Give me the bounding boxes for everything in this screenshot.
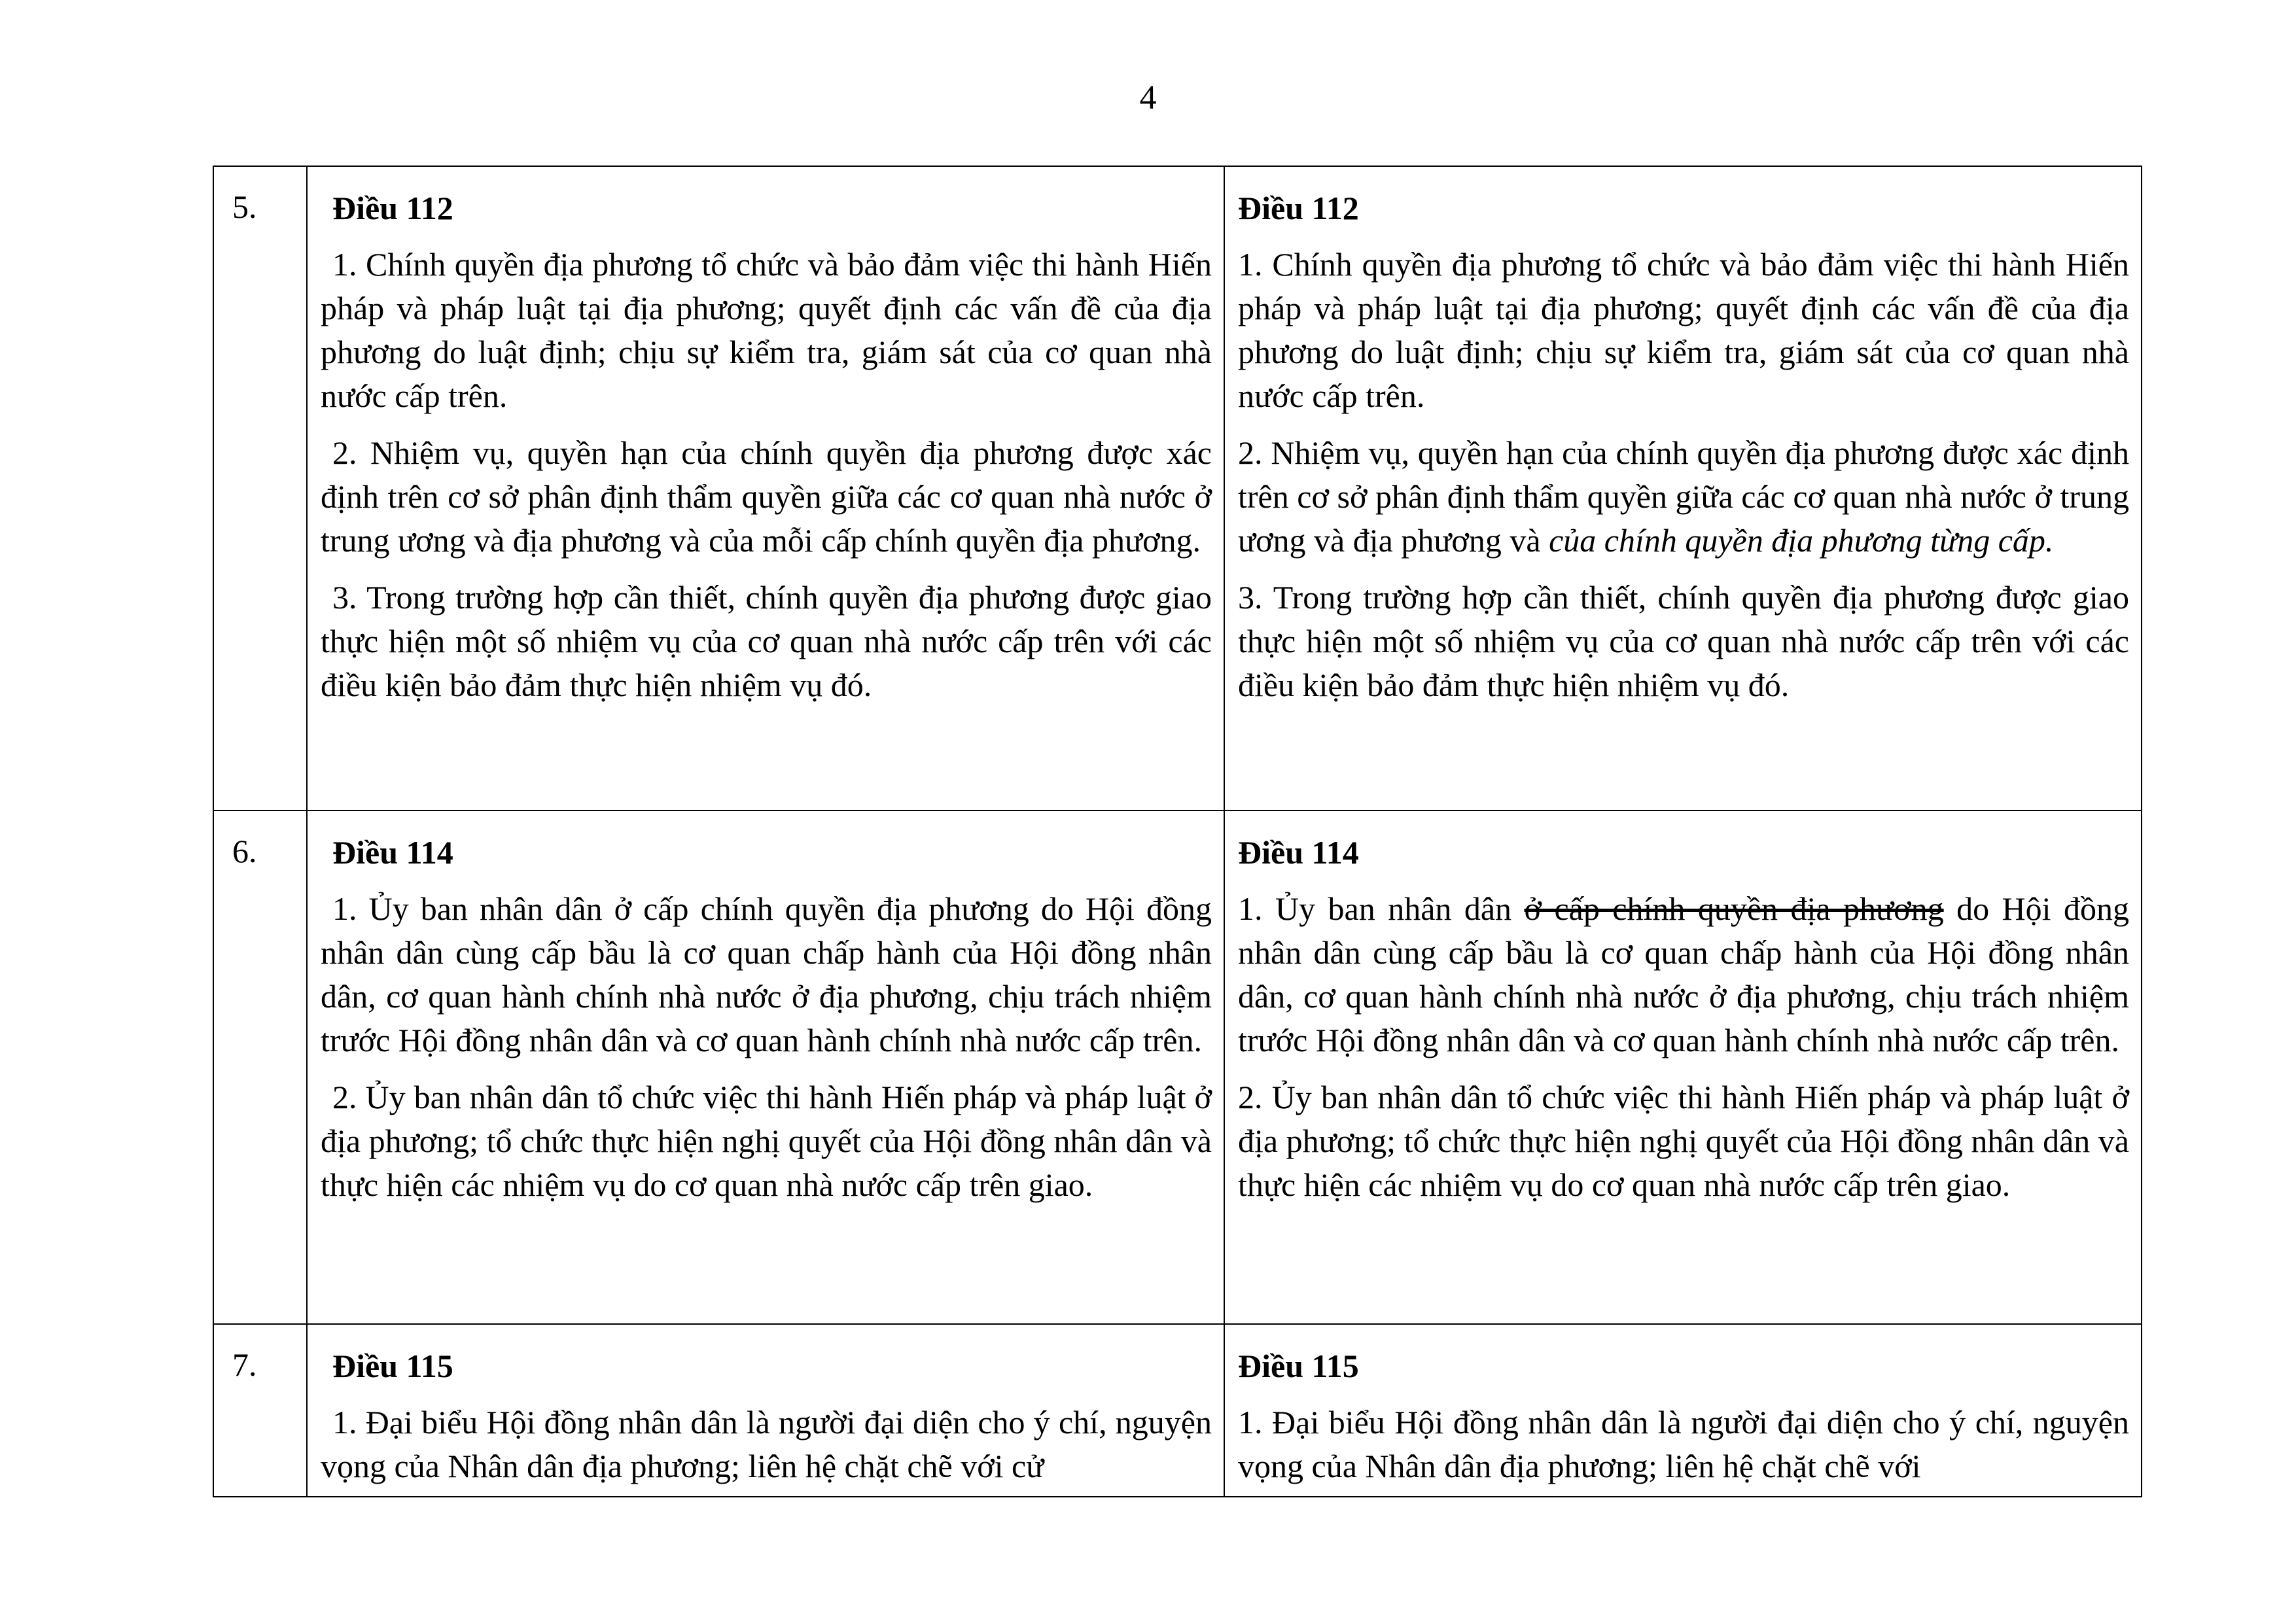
article-heading: Điều 115	[1238, 1348, 1359, 1384]
clause-paragraph: 3. Trong trường hợp cần thiết, chính quyền địa phương được giao thực hiện một số nhiệm vụ của cơ quan nhà nước cấp trên với các điều kiện bảo đảm thực hiện nhiệm vụ đó.	[1238, 579, 2129, 703]
current-text-cell	[307, 1324, 1224, 1497]
table-row	[213, 166, 2142, 811]
amended-text-cell	[1224, 166, 2142, 811]
amended-text-cell	[1224, 1324, 2142, 1497]
article-heading: Điều 112	[332, 190, 453, 226]
row-index-cell	[213, 166, 307, 811]
clause-paragraph: 1. Chính quyền địa phương tổ chức và bảo đảm việc thi hành Hiến pháp và pháp luật tại địa phương; quyết định các vấn đề của địa phương do luật định; chịu sự kiểm tra, giám sát của cơ quan nhà nước cấp trên.	[321, 246, 1212, 414]
clause-paragraph: 1. Đại biểu Hội đồng nhân dân là người đại diện cho ý chí, nguyện vọng của Nhân dân địa phương; liên hệ chặt chẽ với	[1238, 1404, 2129, 1484]
article-heading: Điều 112	[1238, 190, 1359, 226]
clause-text: 2. Nhiệm vụ, quyền hạn của chính quyền địa phương được xác định trên cơ sở phân định thẩm quyền giữa các cơ quan nhà nước ở trung ương và địa phương và	[1238, 434, 2129, 559]
table-row	[213, 1324, 2142, 1497]
clause-paragraph: 2. Nhiệm vụ, quyền hạn của chính quyền địa phương được xác định trên cơ sở phân định thẩm quyền giữa các cơ quan nhà nước ở trung ương và địa phương và của mỗi cấp chính quyền địa phương.	[321, 434, 1212, 559]
row-index: 7.	[232, 1346, 257, 1383]
comparison-table	[213, 166, 2142, 1497]
clause-paragraph: 2. Ủy ban nhân dân tổ chức việc thi hành Hiến pháp và pháp luật ở địa phương; tổ chức thực hiện nghị quyết của Hội đồng nhân dân và thực hiện các nhiệm vụ do cơ quan nhà nước cấp trên giao.	[321, 1079, 1212, 1203]
article-heading: Điều 114	[332, 834, 453, 871]
table-row	[213, 811, 2142, 1324]
article-heading: Điều 114	[1238, 834, 1359, 871]
page-number: 4	[1139, 79, 1157, 116]
row-index: 6.	[232, 833, 257, 869]
current-text-cell	[307, 811, 1224, 1324]
amended-italic-text: của chính quyền địa phương từng cấp.	[1549, 522, 2054, 559]
amended-text-cell	[1224, 811, 2142, 1324]
struck-through-text: ở cấp chính quyền địa phương	[1524, 890, 1944, 927]
row-index-cell	[213, 811, 307, 1324]
clause-paragraph	[1238, 431, 2129, 563]
article-heading: Điều 115	[332, 1348, 453, 1384]
clause-paragraph: 1. Chính quyền địa phương tổ chức và bảo đảm việc thi hành Hiến pháp và pháp luật tại địa phương; quyết định các vấn đề của địa phương do luật định; chịu sự kiểm tra, giám sát của cơ quan nhà nước cấp trên.	[1238, 246, 2129, 414]
clause-text: do Hội đồng nhân dân cùng cấp bầu là cơ quan chấp hành của Hội đồng nhân dân, cơ quan hành chính nhà nước ở địa phương, chịu trách nhiệm trước Hội đồng nhân dân và cơ quan hành chính nhà nước cấp trên.	[1238, 890, 2130, 1058]
row-index: 5.	[232, 188, 257, 225]
clause-paragraph: 1. Đại biểu Hội đồng nhân dân là người đại diện cho ý chí, nguyện vọng của Nhân dân địa phương; liên hệ chặt chẽ với cử	[321, 1404, 1212, 1484]
clause-paragraph: 2. Ủy ban nhân dân tổ chức việc thi hành Hiến pháp và pháp luật ở địa phương; tổ chức thực hiện nghị quyết của Hội đồng nhân dân và thực hiện các nhiệm vụ do cơ quan nhà nước cấp trên giao.	[1238, 1079, 2129, 1203]
row-index-cell	[213, 1324, 307, 1497]
clause-paragraph	[1238, 887, 2129, 1062]
clause-paragraph: 1. Ủy ban nhân dân ở cấp chính quyền địa phương do Hội đồng nhân dân cùng cấp bầu là cơ quan chấp hành của Hội đồng nhân dân, cơ quan hành chính nhà nước ở địa phương, chịu trách nhiệm trước Hội đồng nhân dân và cơ quan hành chính nhà nước cấp trên.	[321, 890, 1212, 1058]
clause-text: 1. Ủy ban nhân dân	[1238, 890, 1525, 927]
clause-paragraph: 3. Trong trường hợp cần thiết, chính quyền địa phương được giao thực hiện một số nhiệm vụ của cơ quan nhà nước cấp trên với các điều kiện bảo đảm thực hiện nhiệm vụ đó.	[321, 579, 1212, 703]
current-text-cell	[307, 166, 1224, 811]
